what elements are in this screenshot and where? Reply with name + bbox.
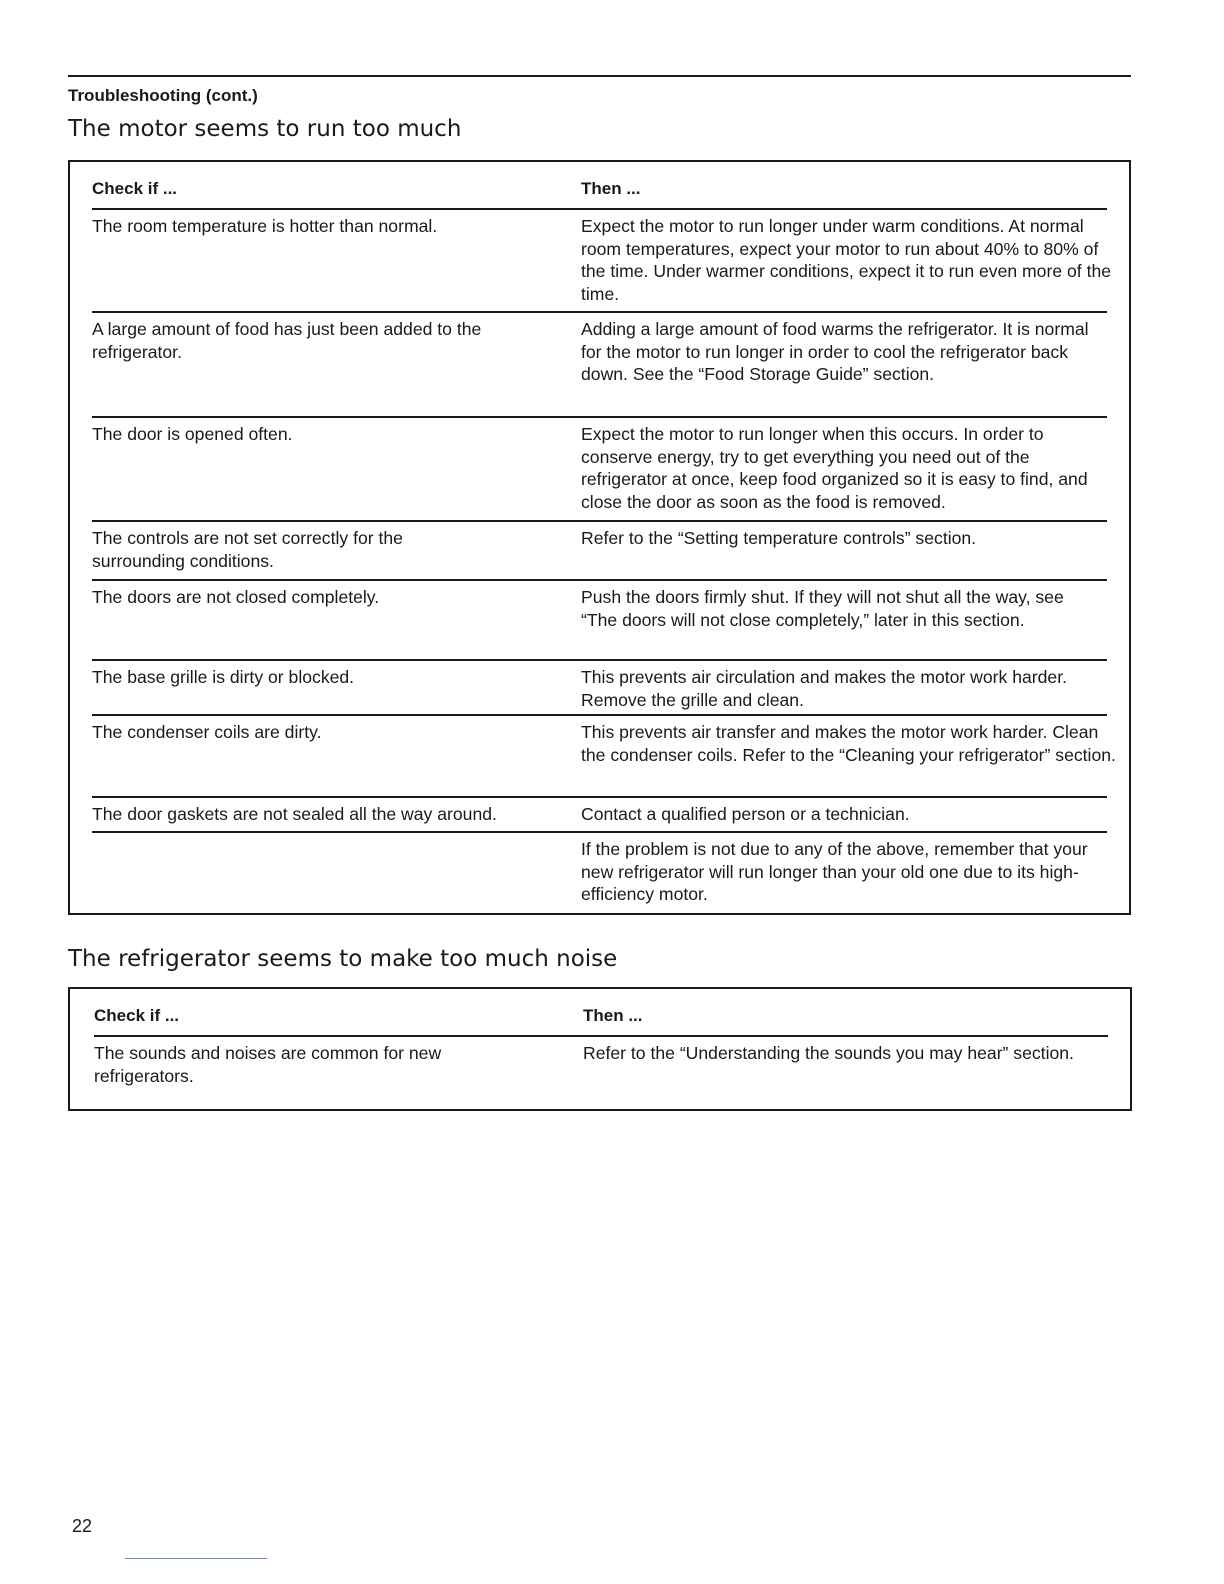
then-cell: Expect the motor to run longer when this occurs. In order to conserve energy, try to get everything you need out of the refrigerator at once, keep food organized so it is easy to find, and close the door as soon as the food is removed. [581,424,1088,513]
table-row [92,661,1107,716]
table-header [94,989,1108,1037]
column-header-then: Then ... [581,179,641,198]
section-title-motor: The motor seems to run too much [68,116,462,142]
column-header-then: Then ... [583,1006,643,1025]
check-cell: The door is opened often. [92,424,293,444]
then-cell: Adding a large amount of food warms the refrigerator. It is normal for the motor to run longer in order to cool the refrigerator back down. See the “Food Storage Guide” section. [581,319,1089,385]
column-header-check: Check if ... [94,1006,180,1025]
then-cell: Expect the motor to run longer under warm conditions. At normal room temperatures, expect your motor to run about 40% to 80% of the time. Under warmer conditions, expect it to run even more of the time. [581,216,1112,305]
noise-table-box [68,987,1132,1111]
then-cell: If the problem is not due to any of the above, remember that your new refrigerator will run longer than your old one due to its high-efficiency motor. [581,839,1088,905]
table-row [92,833,1107,921]
then-cell: Push the doors firmly shut. If they will not shut all the way, see “The doors will not close completely,” later in this section. [581,587,1064,630]
check-cell: The base grille is dirty or blocked. [92,667,355,687]
table-row [92,313,1107,418]
then-cell: Refer to the “Setting temperature controls” section. [581,528,977,548]
motor-table [92,162,1116,921]
table-row [92,522,1107,581]
table-row [92,210,1112,313]
table-row [92,418,1107,522]
then-cell: This prevents air transfer and makes the motor work harder. Clean the condenser coils. Refer to the “Cleaning your refrigerator” section. [581,722,1116,765]
column-header-check: Check if ... [92,179,178,198]
check-cell: The condenser coils are dirty. [92,722,322,742]
table-row [92,716,1116,798]
page-number: 22 [72,1516,93,1536]
then-cell: Contact a qualified person or a technician. [581,804,910,824]
motor-table-box [68,160,1131,915]
check-cell: The doors are not closed completely. [92,587,380,607]
running-head: Troubleshooting (cont.) [68,86,258,105]
check-cell: The door gaskets are not sealed all the way around. [92,804,497,824]
table-row [92,798,1107,833]
table-header [92,162,1107,210]
check-cell: The room temperature is hotter than normal. [92,216,438,236]
then-cell: This prevents air circulation and makes the motor work harder. Remove the grille and clean. [581,667,1067,710]
check-cell: A large amount of food has just been added to the refrigerator. [92,319,482,362]
top-rule [68,75,1131,77]
footer-rule [125,1558,267,1559]
check-cell: The controls are not set correctly for the surrounding conditions. [92,528,403,571]
then-cell: Refer to the “Understanding the sounds you may hear” section. [583,1043,1074,1063]
noise-table [94,989,1108,1107]
section-title-noise: The refrigerator seems to make too much noise [68,946,618,972]
table-row [94,1037,1108,1107]
table-row [92,581,1107,661]
check-cell: The sounds and noises are common for new refrigerators. [94,1043,442,1086]
